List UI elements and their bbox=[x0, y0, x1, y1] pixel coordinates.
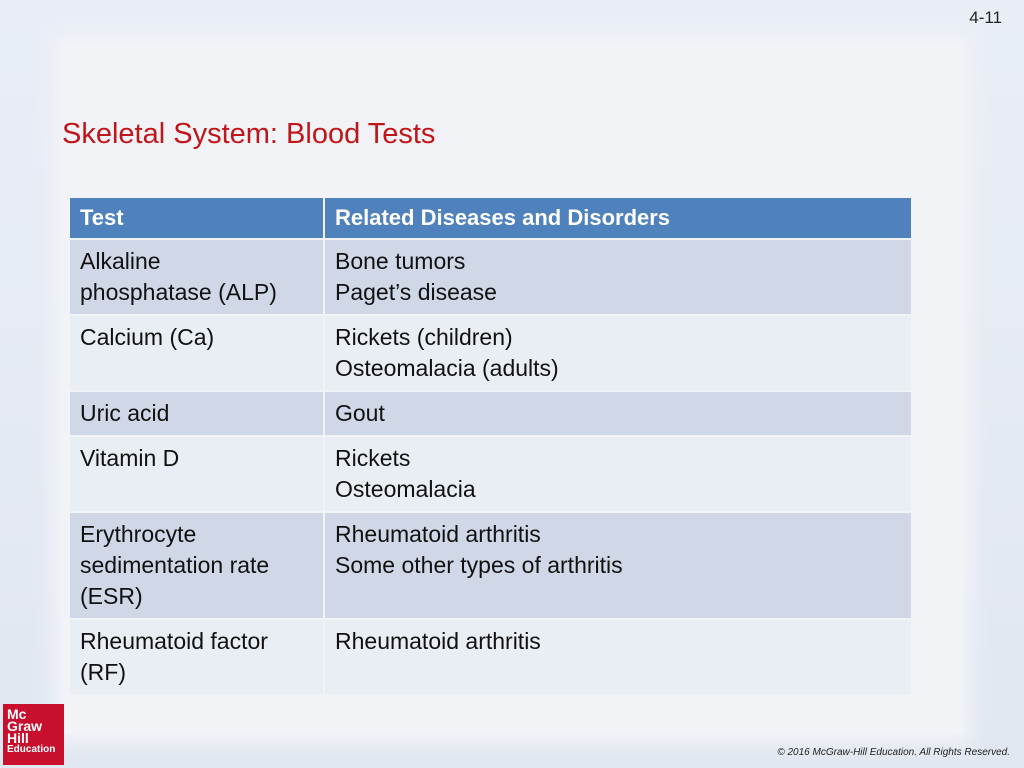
logo-line: Hill bbox=[7, 730, 29, 746]
diseases-cell bbox=[325, 620, 911, 694]
diseases-cell bbox=[325, 437, 911, 511]
disease-text: Rheumatoid arthritis bbox=[335, 521, 541, 547]
table-row bbox=[70, 620, 911, 694]
slide-title: Skeletal System: Blood Tests bbox=[62, 118, 436, 150]
test-text: (RF) bbox=[80, 659, 126, 685]
diseases-cell bbox=[325, 240, 911, 314]
disease-text: Bone tumors bbox=[335, 248, 466, 274]
diseases-cell bbox=[325, 513, 911, 618]
disease-text: Osteomalacia (adults) bbox=[335, 355, 559, 381]
test-text: Rheumatoid factor bbox=[80, 628, 268, 654]
test-cell bbox=[70, 316, 323, 390]
disease-text: Some other types of arthritis bbox=[335, 552, 623, 578]
test-cell bbox=[70, 392, 323, 435]
disease-text: Rickets (children) bbox=[335, 324, 513, 350]
test-text: Calcium (Ca) bbox=[80, 324, 215, 350]
table-row bbox=[70, 513, 911, 618]
table-row bbox=[70, 392, 911, 435]
test-cell bbox=[70, 513, 323, 618]
logo-line: Mc bbox=[7, 706, 27, 722]
logo-line: Graw bbox=[7, 718, 43, 734]
test-text: phosphatase (ALP) bbox=[80, 279, 277, 305]
copyright-notice: © 2016 McGraw-Hill Education. All Rights Reserved. bbox=[777, 747, 1010, 758]
test-text: sedimentation rate bbox=[80, 552, 270, 578]
table-row bbox=[70, 437, 911, 511]
disease-text: Osteomalacia bbox=[335, 476, 476, 502]
header-test: Test bbox=[70, 198, 323, 238]
test-text: Erythrocyte bbox=[80, 521, 197, 547]
test-cell bbox=[70, 437, 323, 511]
table-row bbox=[70, 316, 911, 390]
diseases-cell bbox=[325, 316, 911, 390]
test-cell bbox=[70, 620, 323, 694]
slide-number: 4-11 bbox=[969, 8, 1002, 27]
table-row bbox=[70, 240, 911, 314]
test-text: Alkaline bbox=[80, 248, 161, 274]
header-diseases: Related Diseases and Disorders bbox=[325, 198, 911, 238]
test-cell bbox=[70, 240, 323, 314]
disease-text: Gout bbox=[335, 400, 385, 426]
disease-text: Rheumatoid arthritis bbox=[335, 628, 541, 654]
disease-text: Paget’s disease bbox=[335, 279, 497, 305]
logo-line: Education bbox=[7, 744, 56, 755]
table-header-row bbox=[70, 198, 911, 238]
test-text: Uric acid bbox=[80, 400, 170, 426]
test-text: (ESR) bbox=[80, 583, 143, 609]
disease-text: Rickets bbox=[335, 445, 411, 471]
blood-tests-table bbox=[68, 196, 913, 696]
diseases-cell bbox=[325, 392, 911, 435]
mcgraw-hill-logo bbox=[3, 704, 64, 765]
test-text: Vitamin D bbox=[80, 445, 180, 471]
